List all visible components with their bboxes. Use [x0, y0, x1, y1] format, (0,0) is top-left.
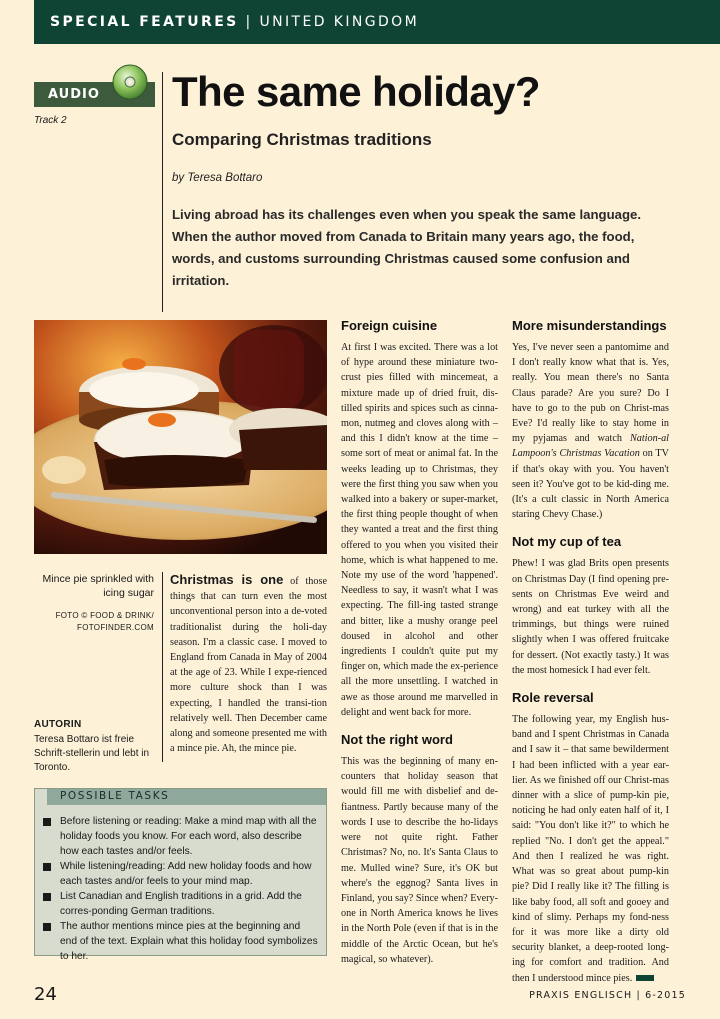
cd-icon [112, 64, 148, 100]
heading-role-reversal: Role reversal [512, 690, 594, 706]
task-item: While listening/reading: Add new holiday foods and how each tastes and/or feels to your mind map. [43, 859, 318, 889]
square-bullet-icon [43, 893, 51, 901]
body-column-3 [512, 318, 669, 986]
author-box-heading: AUTORIN [34, 719, 82, 730]
task-item: Before listening or reading: Make a mind map with all the holiday foods you know. For each word, also describe how each tastes and/or feels. [43, 814, 318, 859]
heading-foreign-cuisine: Foreign cuisine [341, 318, 438, 333]
paragraph-role-reversal [512, 712, 669, 986]
square-bullet-icon [43, 818, 51, 826]
more-text-a: Yes, I've never seen a pantomime and I don't really know what that is. Yes, really. You mean there's no Santa Claus parade? Are you sure? Do I have to go to the pub on Christ-mas Eve? I'd really like to stay home in my pyjamas and watch [512, 342, 669, 445]
byline: by Teresa Bottaro [172, 172, 263, 184]
paragraph-more-misunderstandings [512, 340, 669, 522]
article-intro: Living abroad has its challenges even when you speak the same language. When the author moved from Canada to Britain many years ago, the food, words, and customs surrounding Christmas caused some confusion and irritation. [172, 207, 642, 288]
paragraph-foreign-cuisine: At first I was excited. There was a lot of hype around these miniature two-crust pies filled with mincemeat, a mixture made up of dried fruit, dis-tilled spirits and spices such as cinna-mon, nutmeg and cloves along with – and this I didn't know at the time – some sort of meat or animal fat. In the weeks leading up to Christmas, they were the first thing you saw when you walked into a bakery or super-market, the first thing people thought of when they wanted a treat and the first thing offered to you when you visited their home, which is what happened to me. Note my use of the word 'happened'. Needless to say, it wasn't what I was expecting. The fill-ing tasted strange and bitter, like a mushy orange peel doused in alcohol and other ingredients I couldn't quite put my finger on, which made the ex-perience all the more unsettling. I watched in awe as those around me marvelled in delight and went back for more. [341, 342, 498, 718]
magazine-issue: PRAXIS ENGLISCH | 6-2015 [529, 990, 686, 1001]
photo-credit: FOTO © FOOD & DRINK/ FOTOFINDER.COM [55, 611, 154, 632]
opening-text: of those things that can turn even the most unconventional person into a de-voted traditionalist during the holi-day season. I'm a classic case. I moved to England from Canada in May of 2004 at the age of 23. While I expe-rienced more culture shock than I was expecting, I handled the transi-tion relatively well. Then December came along and someone presented me with a mince pie. Ah, the mince pie. [170, 576, 327, 755]
mince-pie-photo [34, 320, 327, 554]
heading-not-my-cup-of-tea: Not my cup of tea [512, 534, 622, 550]
track-number: Track 2 [34, 115, 67, 126]
film-title: Nation-al Lampoon's Christmas Vacation [512, 433, 669, 460]
section-header-bar [34, 0, 720, 44]
tasks-header [47, 789, 326, 805]
audio-label: AUDIO [48, 87, 100, 102]
page-number: 24 [34, 984, 57, 1005]
task-item: The author mentions mince pies at the beginning and end of the text. Explain what this holiday food symbolizes to her. [43, 919, 318, 964]
region-label: UNITED KINGDOM [259, 14, 420, 30]
more-text-b: on TV if that's okay with you. You haven't seen it? You've got to be kid-ding me. (It's a cult classic in North America staring Chevy Chase.) [512, 448, 669, 521]
end-of-article-mark [636, 975, 654, 981]
role-text: The following year, my English hus-band and I spent Christmas in Canada and I saw it – that same bewilderment I had been inflicted with a year ear-lier. As we finished off our Christ-mas dinner with a slice of pump-kin pie, noticing he had only eaten half of it, I said: "You don't like it?" to which he replied "No. I don't get the appeal." And then I realized he was right. What was so great about pump-kin pie? Did I really like it? The filling is like baby food, all soft and gooey and kind of slimy. Perhaps my fond-ness for it was more like a dirty old security blanket, a deep-rooted long-ing for comfort and tradition. And then I understood mince pies. [512, 714, 669, 984]
possible-tasks-box [34, 788, 327, 962]
lead-in: Christmas is one [170, 572, 284, 587]
paragraph-not-the-right-word: This was the beginning of many en-counters that holiday season that would fill me with disbelief and de-fiantness. Partly because many of the words I use to describe the ho-lidays were not quite right. Father Christmas? No, no. It's Santa Claus to me. Mulled wine? Sure, it's OK but where's the eggnog? Santa lives in Finland, you say? Since when? Every-one in North America knows he lives in the North Pole (even if that is in the middle of the Arctic Ocean, but he's magical, so whatever). [341, 756, 498, 965]
paragraph-not-my-cup-of-tea: Phew! I was glad Brits open presents on Christmas Day (I find opening pre-sents on Christmas Eve weird and wrong) and eat turkey with all the trimmings, but things were ruined slightly when I was offered fruitcake for dessert. (Not exactly tasty.) It was the most homesick I had ever felt. [512, 558, 669, 676]
title-divider [162, 72, 163, 312]
heading-not-the-right-word: Not the right word [341, 732, 453, 748]
column-divider [162, 572, 163, 762]
section-label: SPECIAL FEATURES [50, 14, 239, 30]
opening-paragraph [170, 572, 327, 756]
tasks-title: POSSIBLE TASKS [60, 790, 170, 802]
square-bullet-icon [43, 863, 51, 871]
article-title: The same holiday? [172, 68, 540, 115]
article-subtitle: Comparing Christmas traditions [172, 130, 432, 149]
heading-more-misunderstandings: More misunderstandings [512, 318, 667, 333]
body-column-2 [341, 318, 498, 967]
section-header-text [50, 14, 419, 30]
tasks-list [43, 814, 318, 964]
author-box-text: Teresa Bottaro ist freie Schrift-stellerin und lebt in Toronto. [34, 734, 150, 773]
task-item: List Canadian and English traditions in a grid. Add the corres-ponding German traditions. [43, 889, 318, 919]
header-separator: | [245, 14, 253, 30]
photo-caption: Mince pie sprinkled with icing sugar [42, 573, 154, 599]
square-bullet-icon [43, 923, 51, 931]
body-column-1 [170, 572, 327, 756]
